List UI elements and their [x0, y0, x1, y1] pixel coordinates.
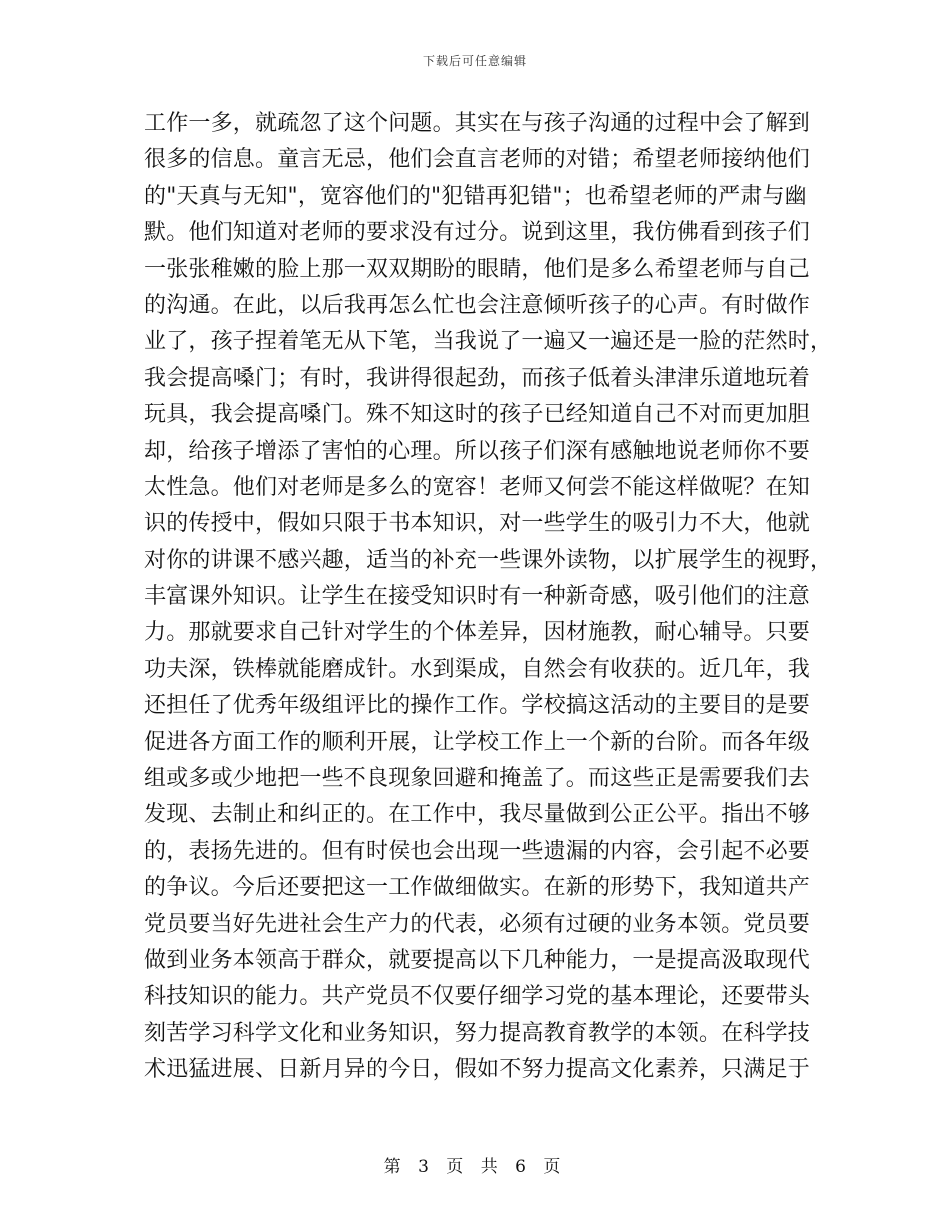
text-line: 科技知识的能力。共产党员不仅要仔细学习党的基本理论，还要带头	[144, 984, 811, 1010]
text-line: 我会提高嗓门；有时，我讲得很起劲，而孩子低着头津津乐道地玩着	[144, 365, 811, 391]
text-line: 组或多或少地把一些不良现象回避和掩盖了。而这些正是需要我们去	[144, 766, 811, 792]
text-line: 还担任了优秀年级组评比的操作工作。学校搞这活动的主要目的是要	[144, 693, 811, 719]
text-line: 业了，孩子捏着笔无从下笔，当我说了一遍又一遍还是一脸的茫然时，	[144, 329, 833, 355]
text-line: 党员要当好先进社会生产力的代表，必须有过硬的业务本领。党员要	[144, 911, 811, 937]
text-line: 术迅猛进展、日新月异的今日，假如不努力提高文化素养，只满足于	[144, 1057, 811, 1083]
text-line: 的，表扬先进的。但有时侯也会出现一些遗漏的内容，会引起不必要	[144, 838, 811, 864]
text-line: 工作一多，就疏忽了这个问题。其实在与孩子沟通的过程中会了解到	[144, 111, 811, 136]
text-line: 刻苦学习科学文化和业务知识，努力提高教育教学的本领。在科学技	[144, 1020, 811, 1046]
text-line: 却，给孩子增添了害怕的心理。所以孩子们深有感触地说老师你不要	[144, 438, 811, 464]
text-line: 丰富课外知识。让学生在接受知识时有一种新奇感，吸引他们的注意	[144, 584, 811, 610]
text-line: 的争议。今后还要把这一工作做细做实。在新的形势下，我知道共产	[144, 875, 811, 901]
text-line: 促进各方面工作的顺利开展，让学校工作上一个新的台阶。而各年级	[144, 729, 811, 755]
text-line: 的沟通。在此，以后我再怎么忙也会注意倾听孩子的心声。有时做作	[144, 292, 811, 318]
text-line: 功夫深，铁棒就能磨成针。水到渠成，自然会有收获的。近几年，我	[144, 656, 811, 682]
text-line: 发现、去制止和纠正的。在工作中，我尽量做到公正公平。指出不够	[144, 802, 811, 828]
header-note: 下载后可任意编辑	[422, 54, 527, 68]
text-line: 力。那就要求自己针对学生的个体差异，因材施教，耐心辅导。只要	[144, 620, 811, 646]
text-line: 很多的信息。童言无忌，他们会直言老师的对错；希望老师接纳他们	[144, 147, 811, 173]
page-number: 第 3 页 共 6 页	[383, 1157, 567, 1177]
text-line: 做到业务本领高于群众，就要提高以下几种能力，一是提高汲取现代	[144, 947, 811, 973]
text-line: 默。他们知道对老师的要求没有过分。说到这里，我仿佛看到孩子们	[144, 220, 811, 246]
text-line: 识的传授中，假如只限于书本知识，对一些学生的吸引力不大，他就	[144, 511, 811, 537]
text-line: 的"天真与无知"，宽容他们的"犯错再犯错"；也希望老师的严肃与幽	[144, 183, 807, 209]
body-text	[144, 106, 833, 1089]
text-line: 玩具，我会提高嗓门。殊不知这时的孩子已经知道自己不对而更加胆	[144, 402, 811, 428]
text-line: 一张张稚嫩的脸上那一双双期盼的眼睛，他们是多么希望老师与自己	[144, 256, 811, 282]
text-line: 对你的讲课不感兴趣，适当的补充一些课外读物，以扩展学生的视野，	[144, 547, 833, 573]
text-line: 太性急。他们对老师是多么的宽容！老师又何尝不能这样做呢？在知	[144, 474, 811, 500]
